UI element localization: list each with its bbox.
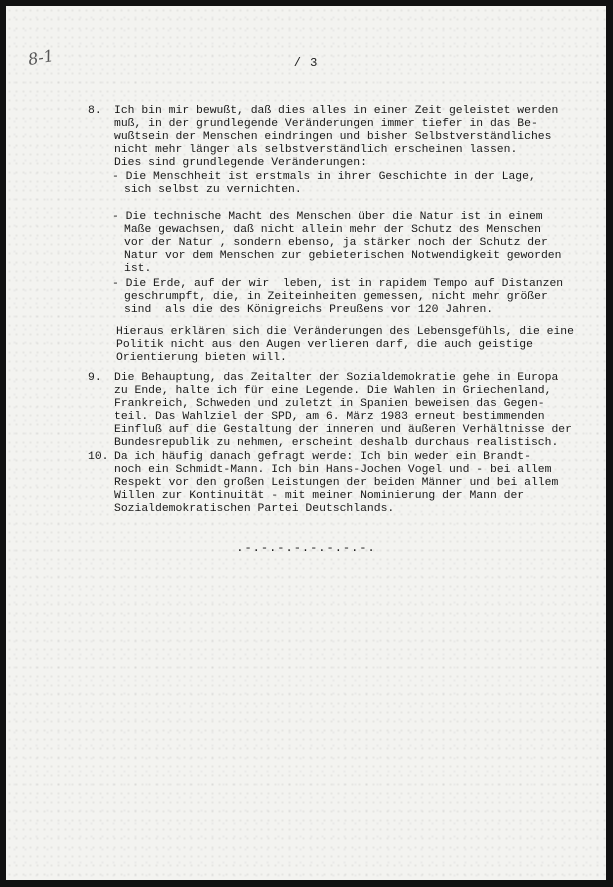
bullet-1	[124, 171, 536, 197]
bullet-line: - Die Erde, auf der wir leben, ist in rapidem Tempo auf Distanzen	[124, 278, 563, 291]
text-line: Die Behauptung, das Zeitalter der Sozialdemokratie gehe in Europa	[114, 372, 559, 384]
text-line: Willen zur Kontinuität - mit meiner Nominierung der Mann der	[114, 489, 525, 502]
text-line: Einfluß auf die Gestaltung der inneren und äußeren Verhältnisse der	[114, 423, 572, 436]
document-page	[6, 6, 606, 880]
bullet-line: geschrumpft, die, in Zeiteinheiten gemessen, nicht mehr größer	[124, 290, 548, 303]
bullet-line: sind als die des Königreichs Preußens vor 120 Jahren.	[124, 303, 494, 316]
text-line: Da ich häufig danach gefragt werde: Ich bin weder ein Brandt-	[114, 451, 531, 463]
bullet-line: ist.	[124, 262, 152, 275]
text-line: Orientierung bieten will.	[116, 351, 287, 364]
section-8	[88, 105, 559, 170]
text-line: teil. Das Wahlziel der SPD, am 6. März 1983 erneut bestimmenden	[114, 410, 545, 423]
bullet-line: - Die Menschheit ist erstmals in ihrer Geschichte in der Lage,	[124, 171, 536, 184]
text-line: Hieraus erklären sich die Veränderungen des Lebensgefühls, die eine	[116, 326, 574, 338]
text-line: Frankreich, Schweden und zuletzt in Spanien beweisen das Gegen-	[114, 397, 545, 410]
text-line: nicht mehr länger als selbstverständlich erscheinen lassen.	[114, 143, 518, 156]
text-line: muß, in der grundlegende Veränderungen immer tiefer in das Be-	[114, 117, 538, 130]
section-10-number: 10.	[88, 451, 109, 463]
bullet-line: sich selbst zu vernichten.	[124, 183, 302, 196]
text-line: Sozialdemokratischen Partei Deutschlands.	[114, 502, 395, 515]
text-line: wußtsein der Menschen eindringen und bisher Selbstverständliches	[114, 130, 552, 143]
page-number: / 3	[293, 56, 319, 70]
section-8-text	[114, 105, 558, 170]
section-10	[88, 451, 559, 516]
section-8-number: 8.	[88, 105, 102, 117]
bullet-3	[124, 278, 563, 317]
section-9-number: 9.	[88, 372, 102, 384]
text-line: zu Ende, halte ich für eine Legende. Die Wahlen in Griechenland,	[114, 384, 552, 397]
bullet-line: - Die technische Macht des Menschen über die Natur ist in einem	[124, 211, 561, 224]
handwritten-annotation: 8-1	[26, 45, 56, 70]
section-8-closing	[116, 326, 574, 365]
text-line: Ich bin mir bewußt, daß dies alles in einer Zeit geleistet werden	[114, 105, 559, 117]
text-line: Politik nicht aus den Augen verlieren darf, die auch geistige	[116, 338, 533, 351]
section-9	[88, 372, 572, 449]
text-line: noch ein Schmidt-Mann. Ich bin Hans-Jochen Vogel und - bei allem	[114, 463, 552, 476]
bullet-line: Natur vor dem Menschen zur gebieterischen Notwendigkeit geworden	[124, 249, 562, 262]
text-line: Respekt vor den großen Leistungen der beiden Männer und bei allem	[114, 476, 559, 489]
text-line: Bundesrepublik zu nehmen, erscheint deshalb durchaus realistisch.	[114, 436, 559, 449]
bullet-line: Maße gewachsen, daß nicht allein mehr der Schutz des Menschen	[124, 223, 541, 236]
text-line: Dies sind grundlegende Veränderungen:	[114, 156, 367, 169]
separator-line: .-.-.-.-.-.-.-.-.	[236, 541, 376, 555]
bullet-2	[124, 211, 561, 276]
bullet-line: vor der Natur , sondern ebenso, ja stärker noch der Schutz der	[124, 236, 548, 249]
